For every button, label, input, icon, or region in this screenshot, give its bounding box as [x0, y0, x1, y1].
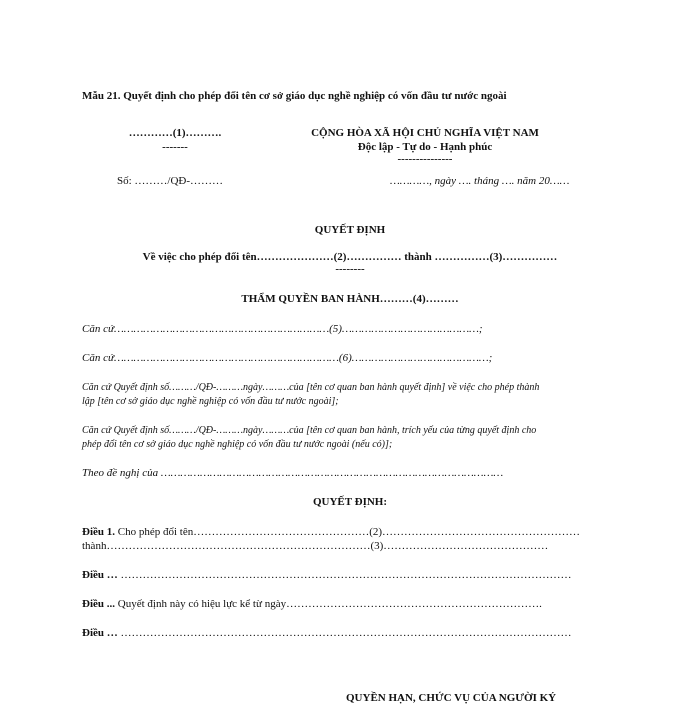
article-1-cont — [82, 540, 548, 553]
org-divider: ------- — [162, 141, 188, 153]
subject-divider: -------- — [335, 263, 365, 275]
basis-line-1: Căn cứ…………………………………………………………(5)……………………………………; — [82, 323, 483, 335]
article-text: …………………………………………………………………………………………………………… — [117, 627, 572, 639]
national-motto: Độc lập - Tự do - Hạnh phúc — [357, 141, 493, 153]
decision-title: QUYẾT ĐỊNH — [314, 224, 386, 236]
form-title: Mẫu 21. Quyết định cho phép đổi tên cơ sở giáo dục nghề nghiệp có vốn đầu tư nước ngoài — [82, 90, 507, 102]
article-text: …………………………………………………………………………………………………………… — [117, 569, 572, 581]
article-label: Điều 1. — [82, 526, 115, 538]
article-text: Quyết định này có hiệu lực kể từ ngày……………………………………………………………. — [115, 598, 542, 610]
article-1 — [82, 526, 580, 539]
national-divider: --------------- — [397, 153, 453, 165]
article-text: Cho phép đổi tên…………………………………………(2)……………………………………………… — [115, 526, 581, 538]
proposal-line: Theo đề nghị của …………………………………………………………………………………………… — [82, 467, 504, 479]
article-label: Điều … — [82, 627, 118, 639]
article-3 — [82, 598, 542, 611]
decide-title: QUYẾT ĐỊNH: — [312, 496, 388, 508]
authority-heading: THẨM QUYỀN BAN HÀNH………(4)……… — [241, 293, 459, 305]
org-name: …………(1)………. — [128, 127, 222, 139]
article-label: Điều ... — [82, 598, 115, 610]
basis-line-4: Căn cứ Quyết định số………/QĐ-………ngày………của [tên cơ quan ban hành, trích yếu của từng quyết định cho — [82, 425, 537, 436]
date-line: …………, ngày …. tháng …. năm 20…… — [390, 175, 570, 187]
article-2 — [82, 569, 572, 582]
article-text: thành………………………………………………………………(3)……………………………………… — [82, 540, 549, 552]
signer-title: QUYỀN HẠN, CHỨC VỤ CỦA NGƯỜI KÝ — [346, 692, 557, 704]
decision-subject: Về việc cho phép đổi tên…………………(2)…………… thành ……………(3)…………… — [142, 251, 558, 263]
article-label: Điều … — [82, 569, 118, 581]
basis-line-2: Căn cứ……………………………………………………………(6)……………………………………; — [82, 352, 493, 364]
article-4 — [82, 627, 572, 640]
national-name: CỘNG HÒA XÃ HỘI CHỦ NGHĨA VIỆT NAM — [311, 127, 539, 139]
decision-number: Số: ………/QĐ-……… — [117, 175, 224, 187]
basis-line-3: Căn cứ Quyết định số………/QĐ-………ngày………của [tên cơ quan ban hành quyết định] về việc cho phép thành — [82, 382, 540, 393]
basis-line-3-cont: lập [tên cơ sở giáo dục nghề nghiệp có vốn đầu tư nước ngoài]; — [82, 396, 339, 407]
basis-line-4-cont: phép đổi tên cơ sở giáo dục nghề nghiệp có vốn đầu tư nước ngoài (nếu có)]; — [82, 439, 393, 450]
